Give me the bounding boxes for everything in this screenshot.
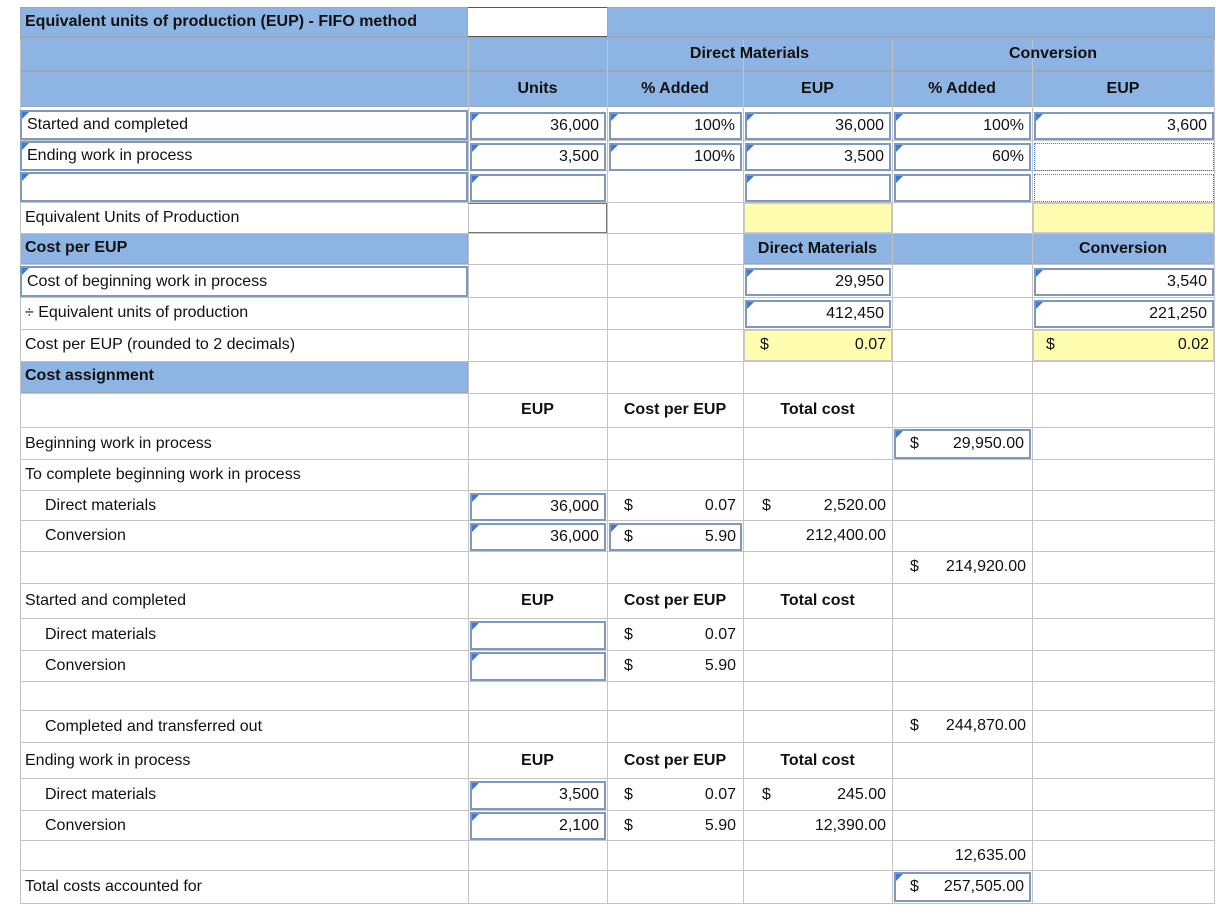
tc-dm-label: Direct materials (45, 497, 157, 514)
ending-subtotal: 12,635.00 (954, 847, 1026, 864)
started-completed-units[interactable]: 36,000 (470, 112, 606, 140)
blank-row-units-input[interactable] (470, 174, 606, 202)
sc-label: Started and completed (25, 592, 186, 609)
ending-wip-units[interactable]: 3,500 (470, 143, 606, 171)
ew-dm-eup[interactable]: 3,500 (470, 781, 606, 810)
ew-dm-cost: 245.00 (837, 786, 886, 803)
conv-beginning-cost[interactable]: 3,540 (1034, 268, 1214, 296)
beginning-subtotal-currency: $ (910, 558, 919, 575)
ending-wip-dm-eup[interactable]: 3,500 (745, 143, 891, 171)
ew-conv-rate-currency: $ (624, 817, 633, 834)
beginning-wip-currency: $ (910, 435, 919, 452)
ending-wip-dm-pct[interactable]: 100% (609, 143, 742, 171)
ending-wip-conv-eup[interactable] (1034, 143, 1214, 171)
dm-rate-currency: $ (760, 336, 769, 353)
beginning-wip-label: Beginning work in process (25, 435, 212, 452)
eup-divisor-label: ÷ Equivalent units of production (25, 304, 249, 321)
blank-row-label-input[interactable] (20, 172, 468, 202)
conv-pct-added-header: % Added (928, 80, 996, 97)
total-costs-value: 257,505.00 (943, 878, 1024, 895)
tc-dm-cost: 2,520.00 (823, 497, 886, 514)
cost-per-eup-title: Cost per EUP (25, 239, 128, 256)
conv-rate-value[interactable]: 0.02 (1177, 336, 1209, 353)
title-band-right (607, 7, 1215, 37)
ew-total-cost-header: Total cost (780, 752, 855, 769)
dm-eup-total[interactable] (744, 203, 892, 233)
total-costs-currency: $ (910, 878, 919, 895)
cost-beginning-wip-label[interactable]: Cost of beginning work in process (20, 266, 468, 297)
tc-dm-rate: 0.07 (704, 497, 736, 514)
sc-cost-per-eup-header: Cost per EUP (623, 592, 727, 609)
conv-rate-currency: $ (1046, 336, 1055, 353)
beginning-subtotal: 214,920.00 (945, 558, 1026, 575)
ew-eup-header: EUP (521, 752, 554, 769)
ew-dm-rate-currency: $ (624, 786, 633, 803)
sc-conv-eup[interactable] (470, 652, 606, 681)
to-complete-label: To complete beginning work in process (25, 466, 301, 483)
dm-eup-header: EUP (801, 80, 834, 97)
dm-rate-value[interactable]: 0.07 (854, 336, 886, 353)
ew-dm-cost-currency: $ (762, 786, 771, 803)
completed-transferred-label: Completed and transferred out (45, 718, 263, 735)
tc-conv-rate-currency: $ (624, 528, 633, 545)
eup-total-units-cell (468, 203, 607, 233)
ending-wip-label[interactable]: Ending work in process (20, 141, 468, 171)
cost-per-eup-conv-header: Conversion (1078, 240, 1167, 257)
ending-wip-conv-pct[interactable]: 60% (894, 143, 1031, 171)
completed-total-currency: $ (910, 717, 919, 734)
sc-dm-label: Direct materials (45, 626, 157, 643)
title-blank-cell (468, 7, 607, 37)
conv-eup-divisor[interactable]: 221,250 (1034, 300, 1214, 328)
tc-dm-cost-currency: $ (762, 497, 771, 514)
ew-conv-cost: 12,390.00 (814, 817, 886, 834)
ew-conv-label: Conversion (45, 817, 126, 834)
sc-dm-rate: 0.07 (704, 626, 736, 643)
conv-eup-header: EUP (1106, 80, 1140, 97)
dm-eup-divisor[interactable]: 412,450 (745, 300, 891, 328)
ew-dm-rate: 0.07 (704, 786, 736, 803)
ew-conv-eup[interactable]: 2,100 (470, 812, 606, 840)
ew-dm-label: Direct materials (45, 786, 157, 803)
blank-row-conv-pct-input[interactable] (894, 174, 1031, 202)
blank-row-conv-eup-input[interactable] (1034, 174, 1214, 202)
sc-total-cost-header: Total cost (780, 592, 855, 609)
completed-total: 244,870.00 (945, 717, 1026, 734)
direct-materials-header: Direct Materials (689, 45, 810, 62)
tc-conv-cost: 212,400.00 (805, 527, 886, 544)
dm-pct-added-header: % Added (641, 80, 709, 97)
sc-conv-rate-currency: $ (624, 657, 633, 674)
tc-dm-eup[interactable]: 36,000 (470, 493, 606, 521)
sc-dm-eup[interactable] (470, 621, 606, 650)
started-completed-conv-pct[interactable]: 100% (894, 112, 1031, 140)
tc-conv-rate: 5.90 (704, 528, 736, 545)
started-completed-conv-eup[interactable]: 3,600 (1034, 112, 1214, 140)
page-title: Equivalent units of production (EUP) - FIFO method (25, 13, 417, 30)
ca-eup-header: EUP (521, 401, 554, 418)
cost-assignment-title: Cost assignment (25, 367, 154, 384)
tc-dm-rate-currency: $ (624, 497, 633, 514)
cost-per-eup-dm-header: Direct Materials (757, 240, 878, 257)
sc-conv-rate: 5.90 (704, 657, 736, 674)
beginning-wip-total: 29,950.00 (952, 435, 1024, 452)
conv-eup-total[interactable] (1033, 203, 1214, 233)
sc-dm-rate-currency: $ (624, 626, 633, 643)
ending-wip-ca-label: Ending work in process (25, 752, 191, 769)
cost-per-eup-rate-label: Cost per EUP (rounded to 2 decimals) (25, 336, 296, 353)
conversion-header: Conversion (1008, 45, 1097, 62)
tc-conv-eup[interactable]: 36,000 (470, 523, 606, 551)
sc-conv-label: Conversion (45, 657, 126, 674)
blank-row-dm-eup-input[interactable] (745, 174, 891, 202)
started-completed-dm-pct[interactable]: 100% (609, 112, 742, 140)
dm-beginning-cost[interactable]: 29,950 (745, 268, 891, 296)
eup-total-label: Equivalent Units of Production (25, 209, 240, 226)
ca-cost-per-eup-header: Cost per EUP (623, 401, 727, 418)
tc-conv-label: Conversion (45, 527, 126, 544)
ew-conv-rate: 5.90 (704, 817, 736, 834)
ew-cost-per-eup-header: Cost per EUP (623, 752, 727, 769)
total-costs-label: Total costs accounted for (25, 878, 202, 895)
sc-eup-header: EUP (521, 592, 554, 609)
ca-total-cost-header: Total cost (780, 401, 855, 418)
units-header: Units (517, 80, 558, 97)
started-completed-dm-eup[interactable]: 36,000 (745, 112, 891, 140)
started-completed-label[interactable]: Started and completed (20, 110, 468, 140)
